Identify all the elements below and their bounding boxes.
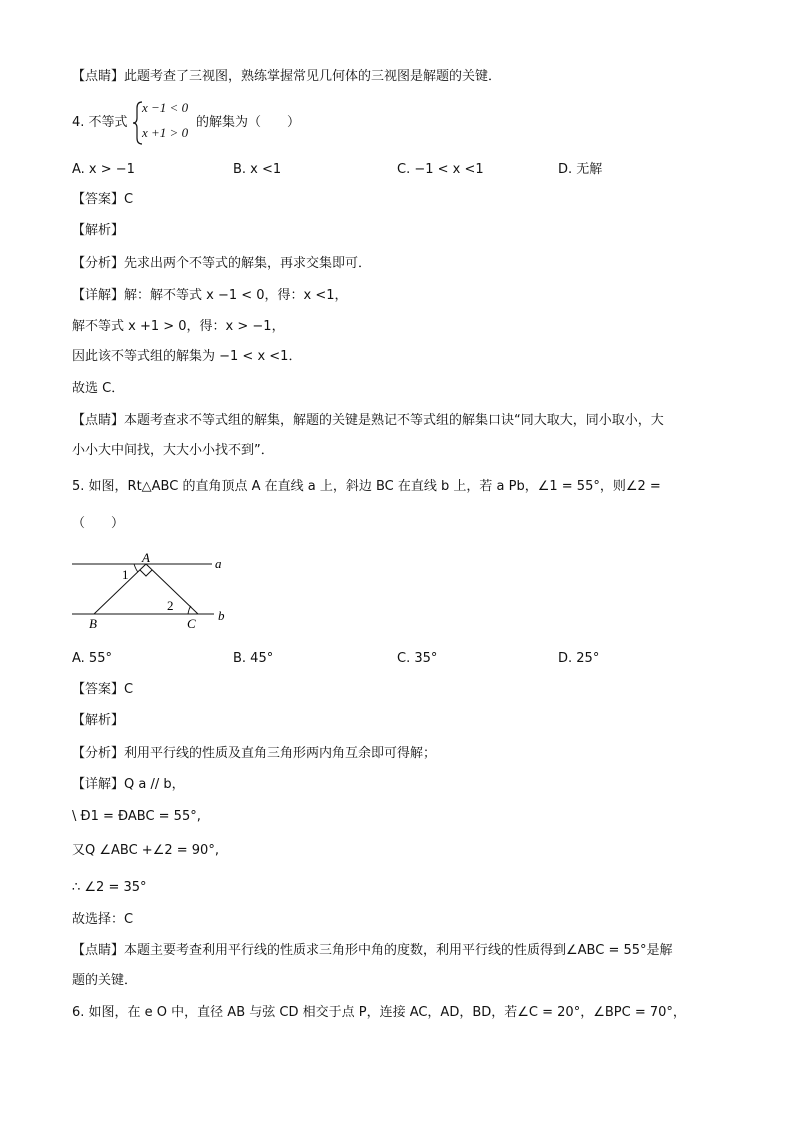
q5-note-1: 【点睛】本题主要考查利用平行线的性质求三角形中角的度数，利用平行线的性质得到∠ABC = 55°是解	[72, 943, 673, 958]
q5-answer: 【答案】C	[72, 682, 134, 697]
q4-detail-2: 解不等式 x +1 > 0，得：x > −1，	[72, 319, 285, 334]
q4-stem-prefix: 4. 不等式	[72, 115, 128, 130]
q6-stem-1: 6. 如图，在 e O 中，直径 AB 与弦 CD 相交于点 P，连接 AC，AD，BD，若∠C = 20°，∠BPC = 70°，	[72, 1005, 686, 1020]
triangle-figure	[70, 548, 240, 632]
label-b-vertex: B	[89, 616, 97, 631]
q5-detail-2: \ Ð1 = ÐABC = 55°,	[72, 809, 201, 824]
q4-detail-3: 因此该不等式组的解集为 −1 < x <1．	[72, 349, 302, 364]
label-angle-1: 1	[122, 567, 129, 582]
q5-detail-4: ∴ ∠2 = 35°	[72, 880, 147, 895]
q4-detail-4: 故选 C．	[72, 381, 125, 396]
note-q3: 【点睛】此题考查了三视图，熟练掌握常见几何体的三视图是解题的关键．	[72, 69, 502, 84]
q5-stem-1: 5. 如图，Rt△ABC 的直角顶点 A 在直线 a 上，斜边 BC 在直线 b 上，若 a Pb，∠1 = 55°，则∠2 =	[72, 479, 661, 494]
inequality-system	[132, 100, 202, 146]
inequality-2: x +1 > 0	[142, 125, 189, 140]
q5-detail-3: 又Q ∠ABC +∠2 = 90°,	[72, 843, 219, 858]
q5-analysis-heading: 【解析】	[72, 713, 125, 728]
q5-detail-5: 故选择：C	[72, 912, 134, 927]
angle-1-arc	[134, 564, 138, 572]
q5-option-d: D. 25°	[558, 651, 600, 666]
q5-option-b: B. 45°	[233, 651, 274, 666]
label-a-vertex: A	[142, 550, 150, 565]
q4-option-a: A. x > −1	[72, 162, 135, 177]
q5-option-a: A. 55°	[72, 651, 112, 666]
q5-analysis: 【分析】利用平行线的性质及直角三角形两内角互余即可得解；	[72, 746, 437, 761]
inequality-1: x −1 < 0	[142, 100, 189, 115]
q4-option-b: B. x <1	[233, 162, 282, 177]
q4-note-1: 【点睛】本题考查求不等式组的解集，解题的关键是熟记不等式组的解集口诀“同大取大，同小取小，大	[72, 413, 664, 428]
label-line-a: a	[215, 556, 222, 571]
q4-option-c: C. −1 < x <1	[397, 162, 484, 177]
q4-option-d: D. 无解	[558, 162, 603, 177]
q4-analysis-heading: 【解析】	[72, 223, 125, 238]
angle-2-arc	[188, 606, 191, 614]
q4-answer: 【答案】C	[72, 192, 134, 207]
right-angle-icon	[140, 570, 152, 576]
q5-detail-1: 【详解】Q a // b，	[72, 777, 185, 792]
q4-analysis: 【分析】先求出两个不等式的解集，再求交集即可．	[72, 256, 372, 271]
q4-detail-1: 【详解】解：解不等式 x −1 < 0，得：x <1，	[72, 288, 348, 303]
q5-option-c: C. 35°	[397, 651, 438, 666]
q4-stem-suffix: 的解集为（ ）	[196, 115, 301, 130]
q4-note-2: 小小大中间找，大大小小找不到”．	[72, 443, 274, 458]
label-c-vertex: C	[187, 616, 196, 631]
q5-note-2: 题的关键．	[72, 973, 138, 988]
label-line-b: b	[218, 608, 225, 623]
label-angle-2: 2	[167, 598, 174, 613]
side-ab	[94, 564, 146, 614]
q5-stem-2: （ ）	[72, 516, 125, 531]
